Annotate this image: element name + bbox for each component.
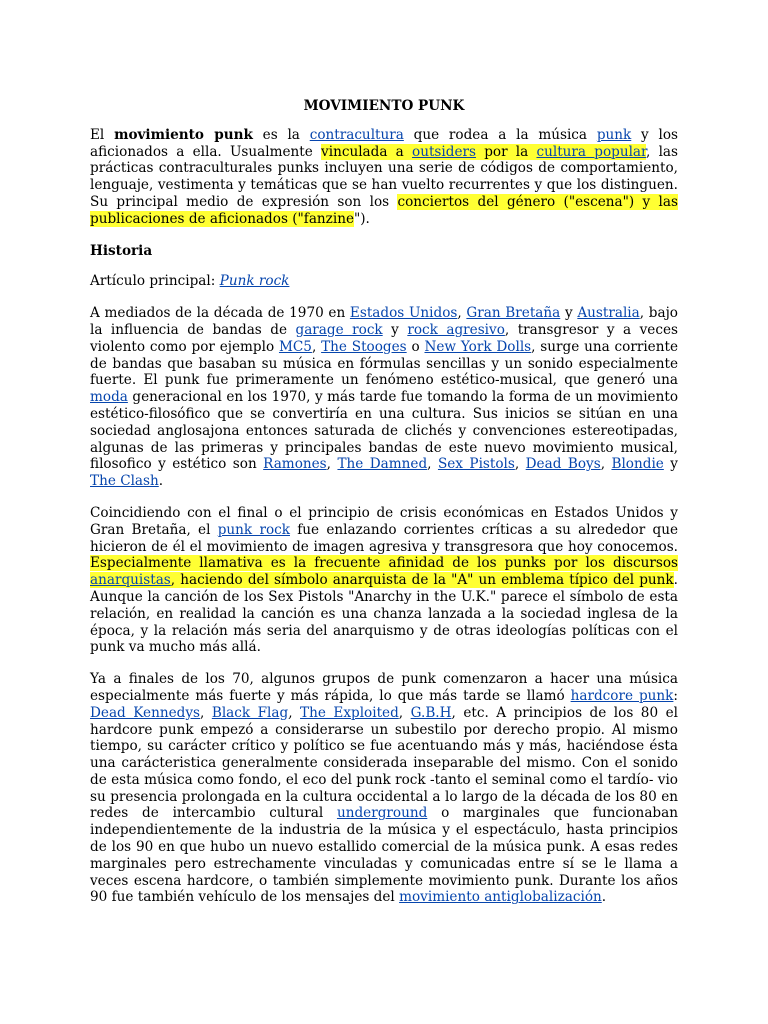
link-cultura-popular[interactable]: cultura popular bbox=[536, 143, 647, 160]
highlight: vinculada a outsiders por la cultura popular bbox=[321, 143, 647, 160]
paragraph-origins: A mediados de la década de 1970 en Estados Unidos, Gran Bretaña y Australia, bajo la influencia de bandas de garage rock y rock agresivo, transgresor y a veces violento como por ejemplo MC5, The Stooges o New York Dolls, surge una corriente de bandas que basaban su música en fórmulas sencillas y un sonido especialmente fuerte. El punk fue primeramente un fenómeno estético-musical, que generó una moda generacional en los 1970, y más tarde fue tomando la forma de un movimiento estético-filosófico que se convertiría en una cultura. Sus inicios se sitúan en una sociedad anglosajona entonces saturada de clichés y convenciones estereotipadas, algunas de las primeras y principales bandas de este nuevo movimiento musical, filosofico y estético son Ramones, The Damned, Sex Pistols, Dead Boys, Blondie y The Clash. bbox=[90, 305, 678, 490]
link-the-exploited[interactable]: The Exploited bbox=[300, 704, 399, 721]
link-garage-rock[interactable]: garage rock bbox=[295, 321, 383, 338]
link-dead-boys[interactable]: Dead Boys bbox=[525, 456, 601, 473]
paragraph-crisis: Coincidiendo con el final o el principio de crisis económicas en Estados Unidos y Gran Bretaña, el punk rock fue enlazando corrientes críticas a su alrededor que hicieron de él el movimiento de imagen agresiva y transgresora que hoy conocemos. Especialmente llamativa es la frecuente afinidad de los punks por los discursos anarquistas, haciendo del símbolo anarquista de la "A" un emblema típico del punk. Aunque la canción de los Sex Pistols "Anarchy in the U.K." parece el símbolo de esta relación, en realidad la canción es una chanza lanzada a la sociedad inglesa de la época, y la relación más seria del anarquismo y de otras ideologías políticas con el punk va mucho más allá. bbox=[90, 504, 678, 656]
highlight: conciertos del género ("escena") y las publicaciones de aficionados ("fanzine bbox=[90, 193, 678, 227]
link-punk-rock[interactable]: punk rock bbox=[217, 521, 290, 538]
link-rock-agresivo[interactable]: rock agresivo bbox=[407, 321, 505, 338]
link-black-flag[interactable]: Black Flag bbox=[211, 704, 289, 721]
link-hardcore-punk[interactable]: hardcore punk bbox=[570, 687, 674, 704]
link-sex-pistols[interactable]: Sex Pistols bbox=[437, 456, 515, 473]
main-article-note: Artículo principal: Punk rock bbox=[90, 273, 290, 290]
link-gran-bretana[interactable]: Gran Bretaña bbox=[466, 305, 561, 322]
link-new-york-dolls[interactable]: New York Dolls bbox=[424, 338, 532, 355]
link-punk-rock-article[interactable]: Punk rock bbox=[219, 273, 290, 290]
section-heading-historia: Historia bbox=[90, 242, 153, 259]
link-australia[interactable]: Australia bbox=[577, 305, 640, 322]
link-punk[interactable]: punk bbox=[596, 126, 632, 143]
link-estados-unidos[interactable]: Estados Unidos bbox=[349, 305, 458, 322]
link-dead-kennedys[interactable]: Dead Kennedys bbox=[90, 704, 200, 721]
paragraph-hardcore: Ya a finales de los 70, algunos grupos de punk comenzaron a hacer una música especialmente más fuerte y más rápida, lo que más tarde se llamó hardcore punk: Dead Kennedys, Black Flag, The Exploited, G.B.H, etc. A principios de los 80 el hardcore punk empezó a considerarse un subestilo por derecho propio. Al mismo tiempo, su carácter crítico y político se fue acentuando más y más, haciéndose ésta una carácteristica generalmente considerada inseparable del mismo. Con el sonido de esta música como fondo, el eco del punk rock -tanto el seminal como el tardío- vio su presencia prolongada en la cultura occidental a lo largo de la década de los 80 en redes de intercambio cultural underground o marginales que funcionaban independientemente de la industria de la música y el espectáculo, hasta principios de los 90 en que hubo un nuevo estallido comercial de la música punk. A esas redes marginales pero estrechamente vinculadas y comunicadas entre sí se le llama a veces escena hardcore, o también simplemente movimiento punk. Durante los años 90 fue también vehículo de los mensajes del movimiento antiglobalización. bbox=[90, 671, 678, 906]
link-the-clash[interactable]: The Clash bbox=[90, 473, 159, 490]
link-gbh[interactable]: G.B.H bbox=[410, 704, 452, 721]
link-moda[interactable]: moda bbox=[90, 389, 128, 406]
document-page bbox=[90, 98, 678, 921]
link-anarquistas[interactable]: anarquistas bbox=[90, 572, 171, 589]
link-the-stooges[interactable]: The Stooges bbox=[321, 338, 407, 355]
link-blondie[interactable]: Blondie bbox=[611, 456, 664, 473]
intro-paragraph: El movimiento punk es la contracultura que rodea a la música punk y los aficionados a ella. Usualmente vinculada a outsiders por la cultura popular, las prácticas contraculturales punks incluyen una serie de códigos de comportamiento, lenguaje, vestimenta y temáticas que se han vuelto recurrentes y que los distinguen. Su principal medio de expresión son los conciertos del género ("escena") y las publicaciones de aficionados ("fanzine"). bbox=[90, 126, 679, 227]
link-movimiento-antiglobalizacion[interactable]: movimiento antiglobalización bbox=[399, 889, 602, 906]
link-ramones[interactable]: Ramones bbox=[263, 456, 327, 473]
link-mc5[interactable]: MC5 bbox=[278, 338, 312, 355]
bold-term: movimiento punk bbox=[114, 126, 253, 143]
link-contracultura[interactable]: contracultura bbox=[309, 126, 404, 143]
highlight: Especialmente llamativa es la frecuente afinidad de los punks por los discursos anarquistas, haciendo del símbolo anarquista de la "A" un emblema típico del punk bbox=[90, 555, 678, 589]
link-underground[interactable]: underground bbox=[336, 805, 428, 822]
page-title: MOVIMIENTO PUNK bbox=[303, 98, 465, 114]
link-outsiders[interactable]: outsiders bbox=[412, 143, 476, 160]
link-the-damned[interactable]: The Damned bbox=[337, 456, 428, 473]
